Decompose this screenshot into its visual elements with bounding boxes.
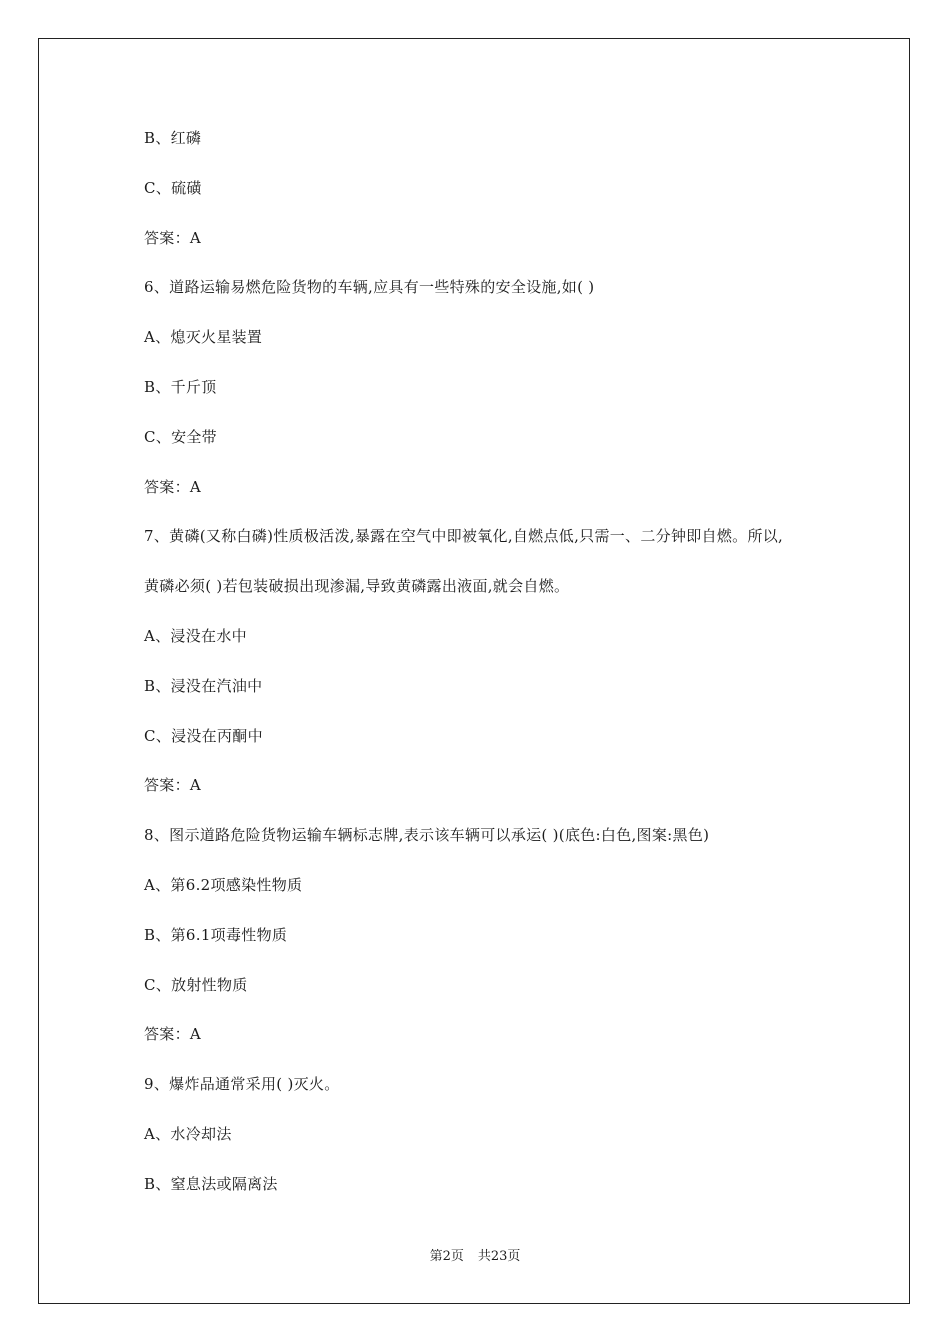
page-footer — [0, 1247, 950, 1267]
question-6: 6、道路运输易燃危险货物的车辆,应具有一些特殊的安全设施,如( ) — [144, 278, 595, 297]
question-7-option-a: A、浸没在水中 — [144, 626, 247, 645]
question-9-option-a: A、水冷却法 — [144, 1124, 232, 1143]
document-body — [144, 126, 844, 1222]
page-number: 第2页 — [429, 1249, 464, 1264]
question-8-option-b: B、第6.1项毒性物质 — [144, 925, 288, 944]
answer-6: 答案：A — [144, 477, 202, 496]
question-7-line-2: 黄磷必须( )若包装破损出现渗漏,导致黄磷露出液面,就会自燃。 — [144, 577, 570, 596]
answer-8: 答案：A — [144, 1025, 202, 1044]
option-b-red-phosphorus: B、红磷 — [144, 129, 202, 147]
question-7-option-c: C、浸没在丙酮中 — [144, 726, 263, 745]
question-6-option-c: C、安全带 — [144, 427, 217, 446]
question-8-option-a: A、第6.2项感染性物质 — [144, 875, 303, 894]
question-7-line-1: 7、黄磷(又称白磷)性质极活泼,暴露在空气中即被氧化,自燃点低,只需一、二分钟即自燃。所以, — [144, 527, 784, 546]
answer-7: 答案：A — [144, 776, 202, 795]
question-8-option-c: C、放射性物质 — [144, 975, 248, 994]
page-total: 共23页 — [477, 1249, 521, 1264]
question-6-option-b: B、千斤顶 — [144, 377, 217, 396]
question-7-option-b: B、浸没在汽油中 — [144, 676, 263, 695]
question-9-option-b: B、窒息法或隔离法 — [144, 1174, 278, 1193]
question-9: 9、爆炸品通常采用( )灭火。 — [144, 1075, 340, 1094]
answer-5: 答案：A — [144, 228, 202, 247]
question-8: 8、图示道路危险货物运输车辆标志牌,表示该车辆可以承运( )(底色:白色,图案:黑色) — [144, 826, 710, 845]
option-c-sulfur: C、硫磺 — [144, 178, 202, 197]
question-6-option-a: A、熄灭火星装置 — [144, 328, 263, 347]
